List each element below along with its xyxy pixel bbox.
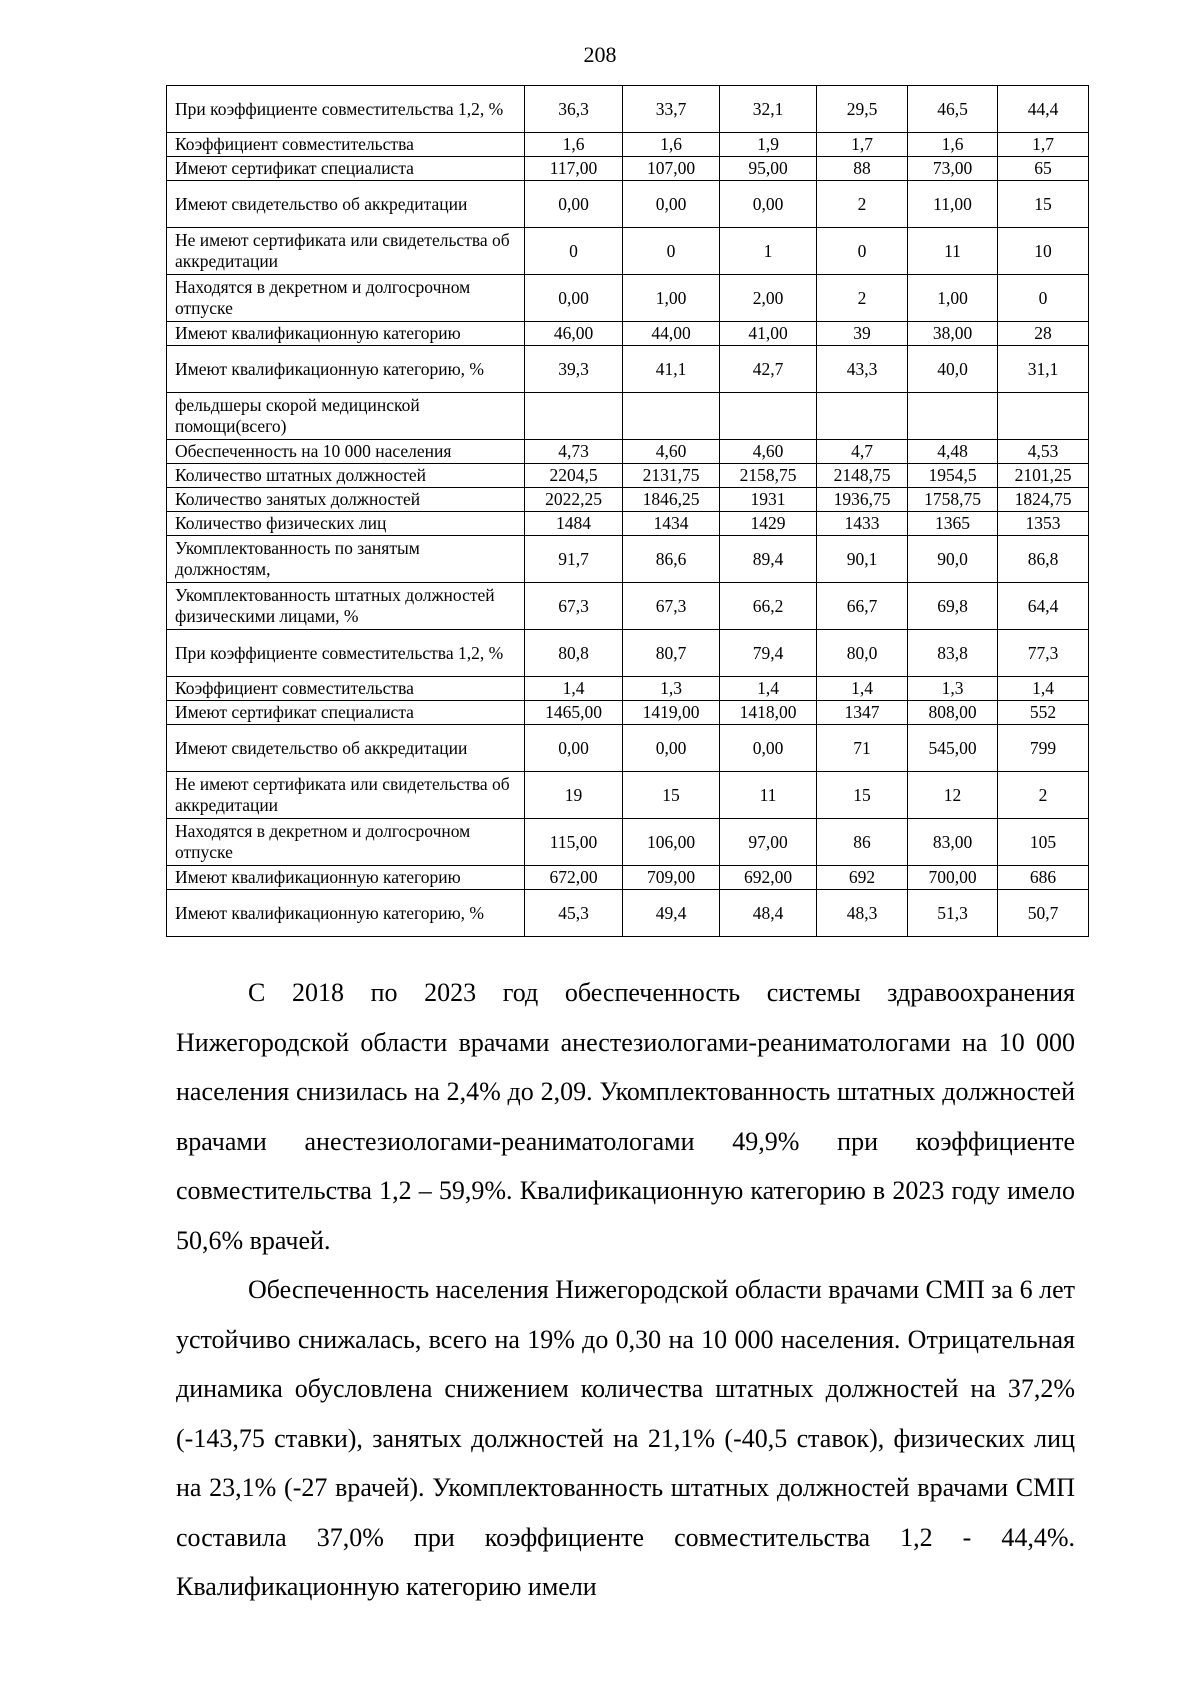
table-cell: 700,00 (908, 866, 998, 890)
table-row (167, 346, 1089, 393)
table-cell: 15 (623, 772, 720, 819)
row-label: Имеют квалификационную категорию (167, 322, 525, 346)
table-cell: 66,2 (720, 583, 817, 630)
table-row (167, 440, 1089, 464)
table-row (167, 512, 1089, 536)
row-label: Укомплектованность по занятым должностям, (167, 536, 525, 583)
row-label: Имеют свидетельство об аккредитации (167, 181, 525, 228)
table-row (167, 725, 1089, 772)
table-cell: 0,00 (623, 725, 720, 772)
row-label: Находятся в декретном и долгосрочном отпуске (167, 819, 525, 866)
table-cell: 1,6 (525, 133, 623, 157)
table-row (167, 890, 1089, 937)
table-cell: 90,0 (908, 536, 998, 583)
table-cell: 1,3 (623, 677, 720, 701)
table-cell: 0 (998, 275, 1089, 322)
table-cell: 1365 (908, 512, 998, 536)
table-cell: 1,4 (998, 677, 1089, 701)
table-cell: 80,7 (623, 630, 720, 677)
table-cell: 1,7 (998, 133, 1089, 157)
row-label: Имеют свидетельство об аккредитации (167, 725, 525, 772)
table-cell: 2 (817, 275, 908, 322)
table-cell: 2 (817, 181, 908, 228)
table-cell: 1,4 (720, 677, 817, 701)
table-cell: 672,00 (525, 866, 623, 890)
row-label: Коэффициент совместительства (167, 133, 525, 157)
table-cell: 79,4 (720, 630, 817, 677)
table-row (167, 866, 1089, 890)
table-cell: 4,60 (623, 440, 720, 464)
table-row (167, 464, 1089, 488)
table-cell: 1,4 (525, 677, 623, 701)
table-cell: 1,6 (623, 133, 720, 157)
table-cell: 1429 (720, 512, 817, 536)
table-cell: 0,00 (720, 725, 817, 772)
table-cell: 67,3 (623, 583, 720, 630)
table-cell: 4,48 (908, 440, 998, 464)
table-cell: 51,3 (908, 890, 998, 937)
table-row (167, 393, 1089, 440)
page-number: 208 (583, 42, 617, 67)
table-cell: 0 (817, 228, 908, 275)
table-cell: 1824,75 (998, 488, 1089, 512)
table-row (167, 677, 1089, 701)
table-cell: 11 (720, 772, 817, 819)
table-row (167, 133, 1089, 157)
table-cell: 0,00 (720, 181, 817, 228)
table-cell: 44,4 (998, 86, 1089, 133)
table-cell: 46,5 (908, 86, 998, 133)
table-cell (908, 393, 998, 440)
table-cell: 1,4 (817, 677, 908, 701)
table-cell: 80,0 (817, 630, 908, 677)
table-cell: 19 (525, 772, 623, 819)
table-cell: 4,53 (998, 440, 1089, 464)
table-cell: 2204,5 (525, 464, 623, 488)
statistics-table (166, 85, 1089, 937)
table-cell: 2 (998, 772, 1089, 819)
table-cell: 1434 (623, 512, 720, 536)
table-cell: 0,00 (525, 181, 623, 228)
table-cell: 1347 (817, 701, 908, 725)
table-cell: 2101,25 (998, 464, 1089, 488)
table-cell: 106,00 (623, 819, 720, 866)
table-cell: 86 (817, 819, 908, 866)
table-cell: 2,00 (720, 275, 817, 322)
table-cell: 73,00 (908, 157, 998, 181)
paragraph-emergency-doctors: Обеспеченность населения Нижегородской области врачами СМП за 6 лет устойчиво снижалась, всего на 19% до 0,30 на 10 000 населения. Отрицательная динамика обусловлена снижением количества штатных должностей на 37,2% (-143,75 ставки), занятых должностей на 21,1% (-40,5 ставок), физических лиц на 23,1% (-27 врачей). Укомплектованность штатных должностей врачами СМП составила 37,0% при коэффициенте совместительства 1,2 - 44,4%. Квалификационную категорию имели (176, 1275, 1075, 1601)
table-cell: 4,7 (817, 440, 908, 464)
table-cell: 1,3 (908, 677, 998, 701)
table-cell: 64,4 (998, 583, 1089, 630)
table-cell: 29,5 (817, 86, 908, 133)
table-cell: 0,00 (623, 181, 720, 228)
table-cell: 89,4 (720, 536, 817, 583)
row-label: Имеют сертификат специалиста (167, 157, 525, 181)
row-label: Количество штатных должностей (167, 464, 525, 488)
table-cell (817, 393, 908, 440)
table-cell: 28 (998, 322, 1089, 346)
table-cell: 1,6 (908, 133, 998, 157)
table-cell (525, 393, 623, 440)
row-label: Имеют сертификат специалиста (167, 701, 525, 725)
table-cell: 107,00 (623, 157, 720, 181)
table-cell: 15 (817, 772, 908, 819)
table-cell: 105 (998, 819, 1089, 866)
table-cell: 686 (998, 866, 1089, 890)
table-cell: 808,00 (908, 701, 998, 725)
table-cell: 1936,75 (817, 488, 908, 512)
table-cell: 4,60 (720, 440, 817, 464)
table-cell: 1 (720, 228, 817, 275)
table-cell: 1931 (720, 488, 817, 512)
table-row (167, 819, 1089, 866)
table-cell: 48,4 (720, 890, 817, 937)
table-cell: 69,8 (908, 583, 998, 630)
table-row (167, 181, 1089, 228)
table-cell: 117,00 (525, 157, 623, 181)
table-cell: 1,00 (623, 275, 720, 322)
table-cell: 799 (998, 725, 1089, 772)
row-label: Укомплектованность штатных должностей физическими лицами, % (167, 583, 525, 630)
table-cell: 90,1 (817, 536, 908, 583)
table-cell: 88 (817, 157, 908, 181)
row-label: Не имеют сертификата или свидетельства об аккредитации (167, 228, 525, 275)
table-cell: 11,00 (908, 181, 998, 228)
table-cell: 1465,00 (525, 701, 623, 725)
table-row (167, 157, 1089, 181)
table-cell: 1,00 (908, 275, 998, 322)
table-cell: 36,3 (525, 86, 623, 133)
table-cell: 41,1 (623, 346, 720, 393)
table-cell: 1418,00 (720, 701, 817, 725)
table-row (167, 228, 1089, 275)
table-cell: 1433 (817, 512, 908, 536)
table-cell: 2148,75 (817, 464, 908, 488)
table-cell: 2158,75 (720, 464, 817, 488)
table-cell: 1353 (998, 512, 1089, 536)
row-label: Обеспеченность на 10 000 населения (167, 440, 525, 464)
table-cell: 39 (817, 322, 908, 346)
table-cell: 86,6 (623, 536, 720, 583)
table-cell: 46,00 (525, 322, 623, 346)
table-row (167, 322, 1089, 346)
table-cell: 71 (817, 725, 908, 772)
table-cell: 1484 (525, 512, 623, 536)
table-cell: 32,1 (720, 86, 817, 133)
table-row (167, 701, 1089, 725)
table-cell: 38,00 (908, 322, 998, 346)
table-row (167, 583, 1089, 630)
table-cell: 43,3 (817, 346, 908, 393)
table-cell: 45,3 (525, 890, 623, 937)
table-row (167, 86, 1089, 133)
row-label: фельдшеры скорой медицинской помощи(всего) (167, 393, 525, 440)
table-cell: 709,00 (623, 866, 720, 890)
table-cell: 12 (908, 772, 998, 819)
table-cell: 0,00 (525, 725, 623, 772)
table-cell: 4,73 (525, 440, 623, 464)
table-row (167, 630, 1089, 677)
table-cell: 692 (817, 866, 908, 890)
table-cell: 41,00 (720, 322, 817, 346)
table-cell: 1846,25 (623, 488, 720, 512)
table-cell (720, 393, 817, 440)
table-cell: 31,1 (998, 346, 1089, 393)
table-cell: 49,4 (623, 890, 720, 937)
table-cell: 91,7 (525, 536, 623, 583)
table-cell: 95,00 (720, 157, 817, 181)
table-cell: 15 (998, 181, 1089, 228)
body-text (176, 968, 1075, 1612)
row-label: Имеют квалификационную категорию (167, 866, 525, 890)
row-label: Имеют квалификационную категорию, % (167, 890, 525, 937)
table-cell: 1,9 (720, 133, 817, 157)
table-row (167, 275, 1089, 322)
row-label: Имеют квалификационную категорию, % (167, 346, 525, 393)
table-cell: 552 (998, 701, 1089, 725)
table-cell: 80,8 (525, 630, 623, 677)
row-label: Не имеют сертификата или свидетельства об аккредитации (167, 772, 525, 819)
table-cell: 0 (525, 228, 623, 275)
table-cell: 33,7 (623, 86, 720, 133)
table-cell: 2022,25 (525, 488, 623, 512)
row-label: Коэффициент совместительства (167, 677, 525, 701)
table-cell: 2131,75 (623, 464, 720, 488)
table-cell: 1,7 (817, 133, 908, 157)
table-cell: 67,3 (525, 583, 623, 630)
table-cell: 0,00 (525, 275, 623, 322)
table-cell: 65 (998, 157, 1089, 181)
table-cell: 83,8 (908, 630, 998, 677)
paragraph-anesthesiologists: С 2018 по 2023 год обеспеченность системы здравоохранения Нижегородской области врачами анестезиологами-реаниматологами на 10 000 населения снизилась на 2,4% до 2,09. Укомплектованность штатных должностей врачами анестезиологами-реаниматологами 49,9% при коэффициенте совместительства 1,2 – 59,9%. Квалификационную категорию в 2023 году имело 50,6% врачей. (176, 978, 1075, 1255)
table-cell: 86,8 (998, 536, 1089, 583)
table-cell: 0 (623, 228, 720, 275)
table-cell: 44,00 (623, 322, 720, 346)
row-label: Количество физических лиц (167, 512, 525, 536)
table-cell: 10 (998, 228, 1089, 275)
table-cell: 77,3 (998, 630, 1089, 677)
table-cell: 692,00 (720, 866, 817, 890)
table-cell: 11 (908, 228, 998, 275)
table-cell: 66,7 (817, 583, 908, 630)
table-row (167, 536, 1089, 583)
table-cell: 1419,00 (623, 701, 720, 725)
table-cell: 39,3 (525, 346, 623, 393)
table-cell (623, 393, 720, 440)
table-cell: 545,00 (908, 725, 998, 772)
row-label: Количество занятых должностей (167, 488, 525, 512)
table-cell: 1954,5 (908, 464, 998, 488)
table-row (167, 772, 1089, 819)
table-cell: 1758,75 (908, 488, 998, 512)
table-cell: 115,00 (525, 819, 623, 866)
table-cell (998, 393, 1089, 440)
table-row (167, 488, 1089, 512)
row-label: При коэффициенте совместительства 1,2, % (167, 630, 525, 677)
table-cell: 83,00 (908, 819, 998, 866)
table-cell: 48,3 (817, 890, 908, 937)
table-cell: 42,7 (720, 346, 817, 393)
row-label: При коэффициенте совместительства 1,2, % (167, 86, 525, 133)
table-cell: 97,00 (720, 819, 817, 866)
table-cell: 50,7 (998, 890, 1089, 937)
row-label: Находятся в декретном и долгосрочном отпуске (167, 275, 525, 322)
table-cell: 40,0 (908, 346, 998, 393)
